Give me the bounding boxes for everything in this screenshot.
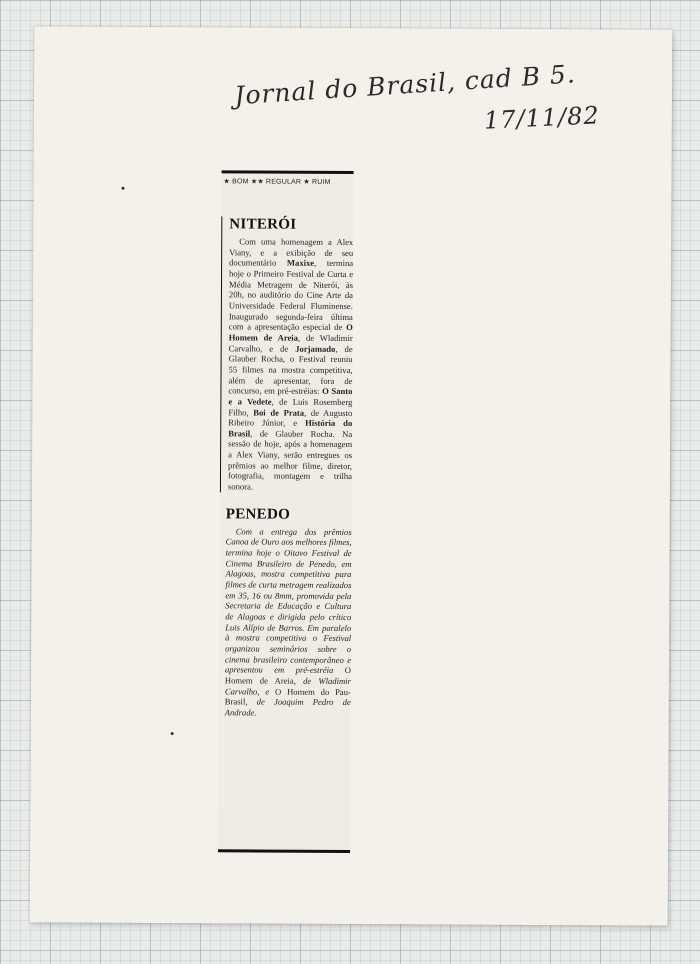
film-title: História do Brasil (228, 417, 353, 439)
film-title: O Santo e a Vedete (228, 386, 353, 407)
film-title: Maxixe (286, 257, 315, 269)
section-penedo (219, 506, 352, 719)
film-title: Jorjamado (295, 343, 336, 354)
article-text: , de Joaquim Pedro de Andrade. (224, 696, 351, 718)
article-text: , de Wladimir Carvalho, e de (228, 332, 353, 354)
handwritten-date-note: 17/11/82 (483, 101, 601, 135)
paper-speck (171, 732, 174, 735)
handwritten-source-note: Jornal do Brasil, cad B 5. (233, 59, 577, 111)
newspaper-clipping (218, 170, 354, 853)
film-title: O Homem de Areia (228, 322, 353, 343)
article-text: Com uma homenagem a Alex Viany, e a exibição de seu documentário (229, 236, 354, 268)
film-title: Boi de Prata (253, 406, 305, 418)
headline-penedo: PENEDO (225, 506, 291, 523)
paper-speck (121, 187, 124, 190)
bottom-rule (218, 849, 350, 853)
rating-legend: ★ BOM ★★ REGULAR ★ RUIM (223, 178, 331, 186)
article-text: , de Glauber Rocha. Na sessão de hoje, após a homenagem a Alex Viany, serão entregues os prêmios ao melhor filme, diretor, fotografia, montagem e trilha sonora. (227, 428, 353, 492)
article-text: Com a entrega dos prêmios Canoa de Ouro aos melhores filmes, termina hoje o Oitavo Festival de Cinema Brasileiro de Penedo, em Alagoas, mostra competitiva para filmes de curta metragem realizados em 35, 16 ou 8mm, promovida pela Secretaria de Educação e Cultura de Alagoas e dirigida pelo crítico Luis Alípio de Barros. Em paralelo à mostra competitiva o Festival organizou seminários sobre o cinema brasileiro contemporâneo e apresentou em pré-estréia (224, 526, 352, 676)
headline-niteroi: NITERÓI (229, 216, 297, 233)
section-niteroi (220, 216, 353, 492)
paper-sheet (30, 26, 673, 925)
article-text: , termina hoje o Primeiro Festival de Curta e Média Metragem de Niterói, às 20h, no auditório do Cine Arte da Universidade Federal Fluminense. Inaugurado segunda-feira última com a apresentação especial de (228, 258, 354, 333)
article-text: , de Luis Rosemberg Filho, (228, 396, 353, 417)
article-text: , de Glauber Rocha, o Festival reuniu 55 filmes na mostra competitiva, além de apresentar, fora de concurso, em pré-estréias: (228, 343, 353, 397)
film-title: O Homem de Areia (224, 665, 352, 686)
article-text: , de Augusto Ribeiro Júnior, e (228, 407, 353, 428)
article-body-penedo (225, 526, 352, 718)
film-title: O Homem do Pau-Brasil (224, 686, 351, 707)
article-text: , de Wladimir Carvalho, e (224, 675, 351, 697)
article-body-niteroi (228, 236, 353, 492)
